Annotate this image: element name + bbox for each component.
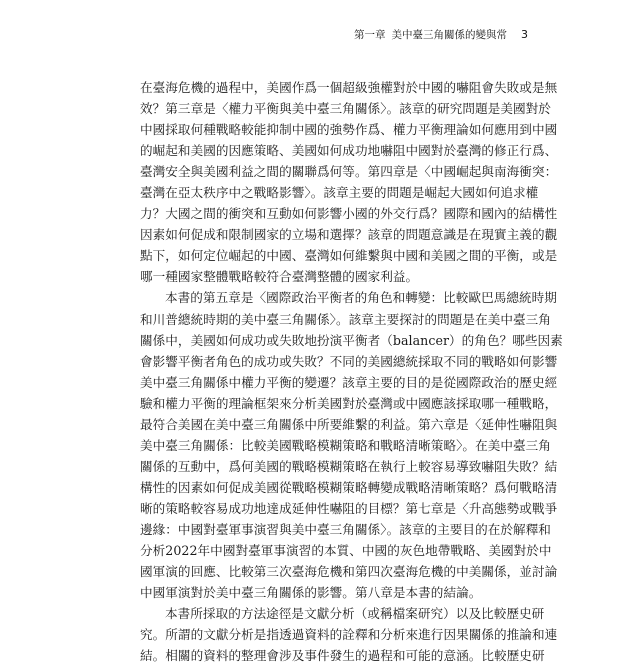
chapter-title: 美中臺三角關係的變與常 bbox=[391, 29, 507, 41]
text-line: 力？大國之間的衝突和互動如何影響小國的外交行爲？國際和國內的結構性 bbox=[140, 206, 558, 222]
text-line: 究。所謂的文獻分析是指透過資料的詮釋和分析來進行因果關係的推論和連 bbox=[140, 627, 558, 643]
paragraph bbox=[140, 603, 558, 666]
text-line: 中國軍演對於美中臺三角關係的影響。第八章是本書的結論。 bbox=[140, 585, 482, 601]
text-line: 會影響平衡者角色的成功或失敗？不同的美國總統採取不同的戰略如何影響 bbox=[140, 353, 558, 369]
text-line: 哪一種國家整體戰略較符合臺灣整體的國家利益。 bbox=[140, 269, 419, 285]
text-line: 臺灣安全與美國利益之間的關聯爲何等。第四章是〈中國崛起與南海衝突： bbox=[140, 164, 558, 180]
text-line: 美中臺三角關係：比較美國戰略模糊策略和戰略清晰策略〉。在美中臺三角 bbox=[140, 437, 551, 453]
text-line: 驗和權力平衡的理論框架來分析美國對於臺灣或中國應該採取哪一種戰略， bbox=[140, 395, 558, 411]
text-line: 邊緣：中國對臺軍事演習與美中臺三角關係〉。該章的主要目的在於解釋和 bbox=[140, 521, 551, 537]
text-line: 構性的因素如何促成美國從戰略模糊策略轉變成戰略清晰策略？爲何戰略清 bbox=[140, 479, 558, 495]
text-line: 關係的互動中，爲何美國的戰略模糊策略在執行上較容易導致嚇阻失敗？結 bbox=[140, 458, 558, 474]
text-line: 關係中，美國如何成功或失敗地扮演平衡者（balancer）的角色？哪些因素 bbox=[140, 332, 563, 348]
text-line: 臺灣在亞太秩序中之戰略影響〉。該章主要的問題是崛起大國如何追求權 bbox=[140, 185, 539, 201]
paragraph bbox=[140, 287, 563, 603]
text-line: 本書的第五章是〈國際政治平衡者的角色和轉變：比較歐巴馬總統時期 bbox=[165, 290, 557, 306]
text-line: 中國採取何種戰略較能抑制中國的強勢作爲、權力平衡理論如何應用到中國 bbox=[140, 122, 558, 138]
text-line: 本書所採取的方法途徑是文獻分析（或稱檔案研究）以及比較歷史研 bbox=[165, 606, 545, 622]
text-line: 在臺海危機的過程中，美國作爲一個超級強權對於中國的嚇阻會失敗或是無 bbox=[140, 80, 558, 95]
paragraph bbox=[140, 77, 558, 287]
text-line: 因素如何促成和限制國家的立場和選擇？該章的問題意識是在現實主義的觀 bbox=[140, 227, 558, 243]
text-line: 的崛起和美國的因應策略、美國如何成功地嚇阻中國對於臺灣的修正行爲、 bbox=[140, 143, 558, 159]
running-header bbox=[354, 27, 528, 42]
text-line: 和川普總統時期的美中臺三角關係〉。該章主要探討的問題是在美中臺三角 bbox=[140, 311, 551, 327]
text-line: 最符合美國在美中臺三角關係中所要維繫的利益。第六章是〈延伸性嚇阻與 bbox=[140, 416, 558, 432]
text-line: 結。相關的資料的整理會涉及事件發生的過程和可能的意涵。比較歷史研 bbox=[140, 648, 545, 664]
text-line: 點下，如何定位崛起的中國、臺灣如何維繫與中國和美國之間的平衡，或是 bbox=[140, 248, 558, 264]
text-line: 美中臺三角關係中權力平衡的變遷？該章主要的目的是從國際政治的歷史經 bbox=[140, 374, 558, 390]
text-line: 晰的策略較容易成功地達成延伸性嚇阻的目標？第七章是〈升高態勢或戰爭 bbox=[140, 500, 558, 516]
text-line: 國軍演的回應、比較第三次臺海危機和第四次臺海危機的中美關係，並討論 bbox=[140, 564, 558, 580]
body-text bbox=[140, 77, 563, 666]
chapter-label: 第一章 bbox=[354, 29, 386, 41]
text-line: 效？第三章是〈權力平衡與美中臺三角關係〉。該章的研究問題是美國對於 bbox=[140, 101, 551, 117]
page-number: 3 bbox=[521, 28, 528, 41]
text-line: 分析2022年中國對臺軍事演習的本質、中國的灰色地帶戰略、美國對於中 bbox=[140, 543, 552, 559]
